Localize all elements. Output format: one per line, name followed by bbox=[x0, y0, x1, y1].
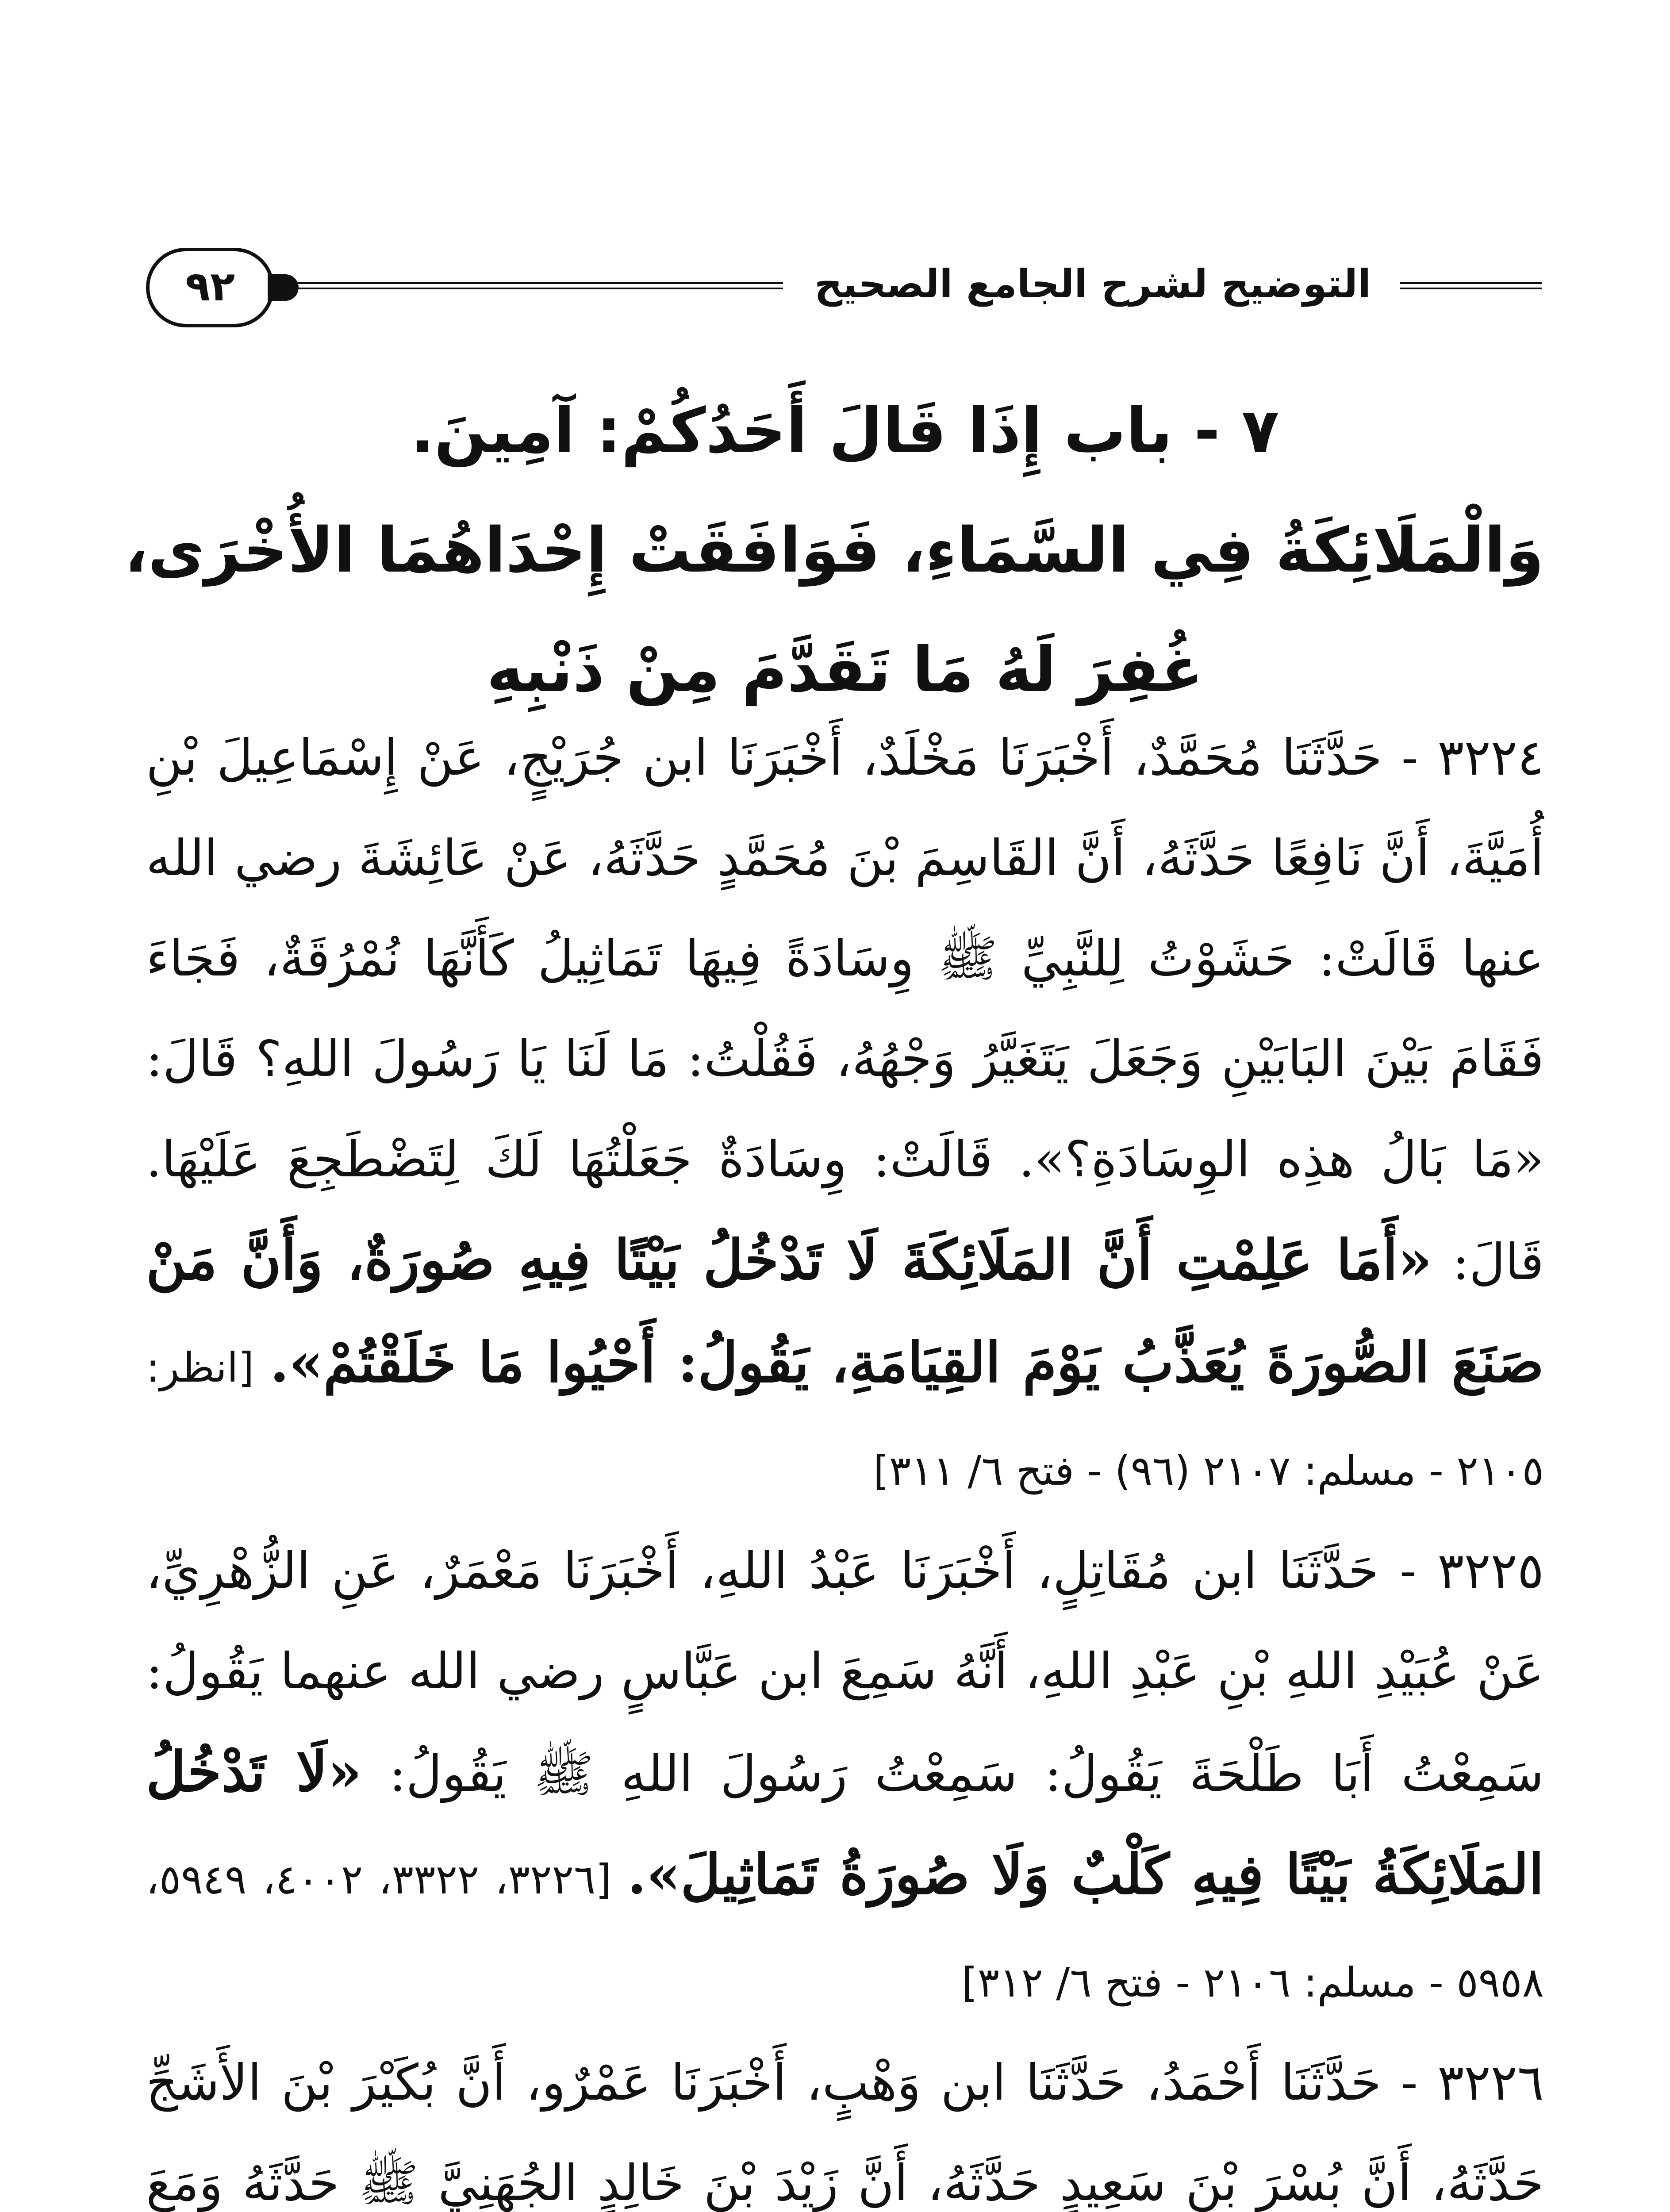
hadith-number: ٣٢٢٥ bbox=[1437, 1542, 1544, 1600]
hadith-3226 bbox=[146, 2033, 1544, 2212]
hadith-3225 bbox=[146, 1521, 1544, 2033]
hadith-references: [انظر: ٢١٠٥ - مسلم: ٢١٠٧ (٩٦) - فتح ٦/ ٣١١] bbox=[146, 1344, 1544, 1494]
running-title: التوضيح لشرح الجامع الصحيح bbox=[814, 261, 1371, 307]
header-rule-left bbox=[292, 282, 783, 289]
page-header bbox=[146, 248, 1544, 332]
chapter-heading-line-3: غُفِرَ لَهُ مَا تَقَدَّمَ مِنْ ذَنْبِهِ bbox=[487, 634, 1203, 706]
chapter-heading bbox=[124, 372, 1544, 730]
hadith-isnad: - حَدَّثَنَا مُحَمَّدٌ، أَخْبَرَنَا مَخْلَدٌ، أَخْبَرَنَا ابن جُرَيْجٍ، عَنْ إِسْمَاعِيلَ بْنِ أُمَيَّةَ، أَنَّ نَافِعًا حَدَّثَهُ، أَنَّ القَاسِمَ بْنَ مُحَمَّدٍ حَدَّثَهُ، عَنْ عَائِشَةَ رضي الله عنها قَالَتْ: حَشَوْتُ لِلنَّبِيِّ ﷺ وِسَادَةً فِيهَا تَمَاثِيلُ كَأَنَّهَا نُمْرُقَةٌ، فَجَاءَ فَقَامَ بَيْنَ البَابَيْنِ وَجَعَلَ يَتَغَيَّرُ وَجْهُهُ، فَقُلْتُ: مَا لَنَا يَا رَسُولَ اللهِ؟ قَالَ: «مَا بَالُ هذِه الوِسَادَةِ؟». قَالَتْ: وِسَادَةٌ جَعَلْتُهَا لَكَ لِتَضْطَجِعَ عَلَيْهَا. قَالَ: bbox=[146, 729, 1544, 1291]
hadith-number: ٣٢٢٤ bbox=[1437, 729, 1544, 787]
header-rule-right bbox=[1400, 282, 1542, 289]
page-number: ٩٢ bbox=[146, 248, 274, 327]
page bbox=[124, 0, 1544, 2212]
hadith-3224 bbox=[146, 708, 1544, 1521]
hadith-number: ٣٢٢٦ bbox=[1437, 2054, 1544, 2112]
chapter-heading-line-2: وَالْمَلَائِكَةُ فِي السَّمَاءِ، فَوَافَقَتْ إِحْدَاهُمَا الأُخْرَى، bbox=[124, 515, 1544, 587]
chapter-heading-line-1: ٧ - باب إِذَا قَالَ أَحَدُكُمْ: آمِينَ. bbox=[411, 395, 1279, 467]
hadith-references: [٣٢٢٦، ٣٣٢٢، ٤٠٠٢، ٥٩٤٩، ٥٩٥٨ - مسلم: ٢١٠٦ - فتح ٦/ ٣١٢] bbox=[146, 1856, 1544, 2006]
hadith-matn: «أَمَا عَلِمْتِ أَنَّ المَلَائِكَةَ لَا تَدْخُلُ بَيْتًا فِيهِ صُورَةٌ، وَأَنَّ مَنْ صَنَعَ الصُّورَةَ يُعَذَّبُ يَوْمَ القِيَامَةِ، يَقُولُ: أَحْيُوا مَا خَلَقْتُمْ». bbox=[146, 1228, 1544, 1395]
hadith-isnad: - حَدَّثَنَا أَحْمَدُ، حَدَّثَنَا ابن وَهْبٍ، أَخْبَرَنَا عَمْرٌو، أَنَّ بُكَيْرَ بْنَ الأَشَجِّ حَدَّثَهُ، أَنَّ بُسْرَ بْنَ سَعِيدٍ حَدَّثَهُ، أَنَّ زَيْدَ بْنَ خَالِدٍ الجُهَنِيَّ ﷺ حَدَّثَهُ وَمَعَ bbox=[146, 2054, 1544, 2212]
body-text bbox=[146, 708, 1544, 2212]
hadith-matn: «لَا تَدْخُلُ المَلَائِكَةُ بَيْتًا فِيهِ كَلْبٌ وَلَا صُورَةُ تَمَاثِيلَ». bbox=[146, 1740, 1544, 1907]
hadith-isnad: - حَدَّثَنَا ابن مُقَاتِلٍ، أَخْبَرَنَا عَبْدُ اللهِ، أَخْبَرَنَا مَعْمَرٌ، عَنِ الزُّهْرِيِّ، عَنْ عُبَيْدِ اللهِ بْنِ عَبْدِ اللهِ، أَنَّهُ سَمِعَ ابن عَبَّاسٍ رضي الله عنهما يَقُولُ: سَمِعْتُ أَبَا طَلْحَةَ يَقُولُ: سَمِعْتُ رَسُولَ اللهِ ﷺ يَقُولُ: bbox=[146, 1542, 1544, 1803]
